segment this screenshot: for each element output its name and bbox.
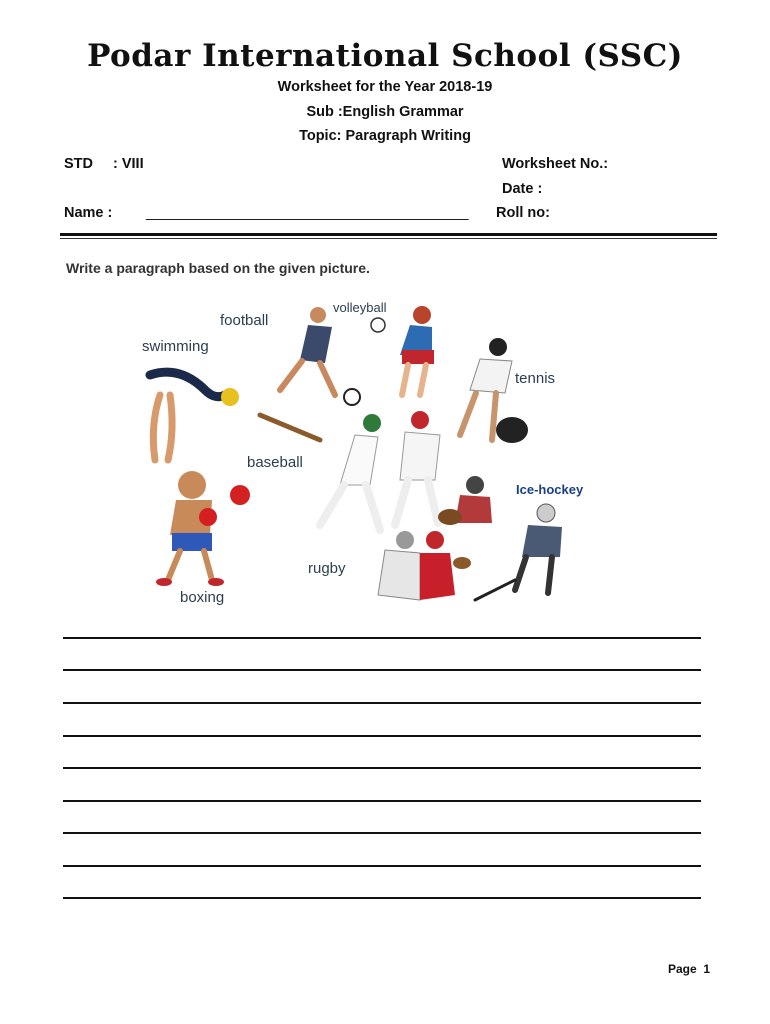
boxer-figure xyxy=(156,471,250,586)
label-football: football xyxy=(220,312,269,329)
label-tennis: tennis xyxy=(515,370,556,387)
page-label: Page xyxy=(667,962,697,976)
name-blank-line: ________________________________________ xyxy=(146,205,469,221)
writing-line[interactable] xyxy=(63,702,701,704)
writing-line[interactable] xyxy=(63,669,701,671)
school-name: Podar International School (SSC) xyxy=(87,38,683,74)
label-rugby: rugby xyxy=(308,560,346,577)
writing-line[interactable] xyxy=(63,637,701,639)
worksheet-year: Worksheet for the Year 2018-19 xyxy=(277,79,493,95)
sports-picture xyxy=(120,295,610,615)
writing-line[interactable] xyxy=(63,767,701,769)
label-swimming: swimming xyxy=(142,338,209,355)
worksheet-no-label: Worksheet No.: xyxy=(502,156,609,172)
catcher-figure xyxy=(438,476,492,525)
writing-line[interactable] xyxy=(63,735,701,737)
date-label: Date : xyxy=(502,181,543,197)
football-player-figure xyxy=(280,307,360,405)
swimmer-figure xyxy=(150,372,239,460)
tennis-player-figure xyxy=(460,338,528,443)
subject-line: Sub :English Grammar xyxy=(306,104,464,120)
topic-line: Topic: Paragraph Writing xyxy=(299,128,471,144)
header-divider-thin xyxy=(60,238,717,239)
volleyball-player-figure xyxy=(371,306,434,395)
header-divider-thick xyxy=(60,233,717,236)
label-baseball: baseball xyxy=(247,454,303,471)
writing-line[interactable] xyxy=(63,800,701,802)
page-number xyxy=(668,962,710,976)
writing-line[interactable] xyxy=(63,897,701,899)
pitcher-figure xyxy=(395,411,440,525)
std-label: STD xyxy=(64,156,93,172)
page-number-value: 1 xyxy=(703,962,710,976)
instruction-text: Write a paragraph based on the given picture. xyxy=(66,260,370,276)
roll-no-label: Roll no: xyxy=(496,205,550,221)
label-ice-hockey: Ice-hockey xyxy=(516,482,584,497)
writing-line[interactable] xyxy=(63,832,701,834)
label-volleyball: volleyball xyxy=(333,300,387,315)
std-value: : VIII xyxy=(113,156,144,172)
label-boxing: boxing xyxy=(180,589,225,606)
name-label: Name : xyxy=(64,205,113,221)
writing-line[interactable] xyxy=(63,865,701,867)
rugby-players-figure xyxy=(378,531,471,600)
baseball-batter-figure xyxy=(260,414,381,530)
